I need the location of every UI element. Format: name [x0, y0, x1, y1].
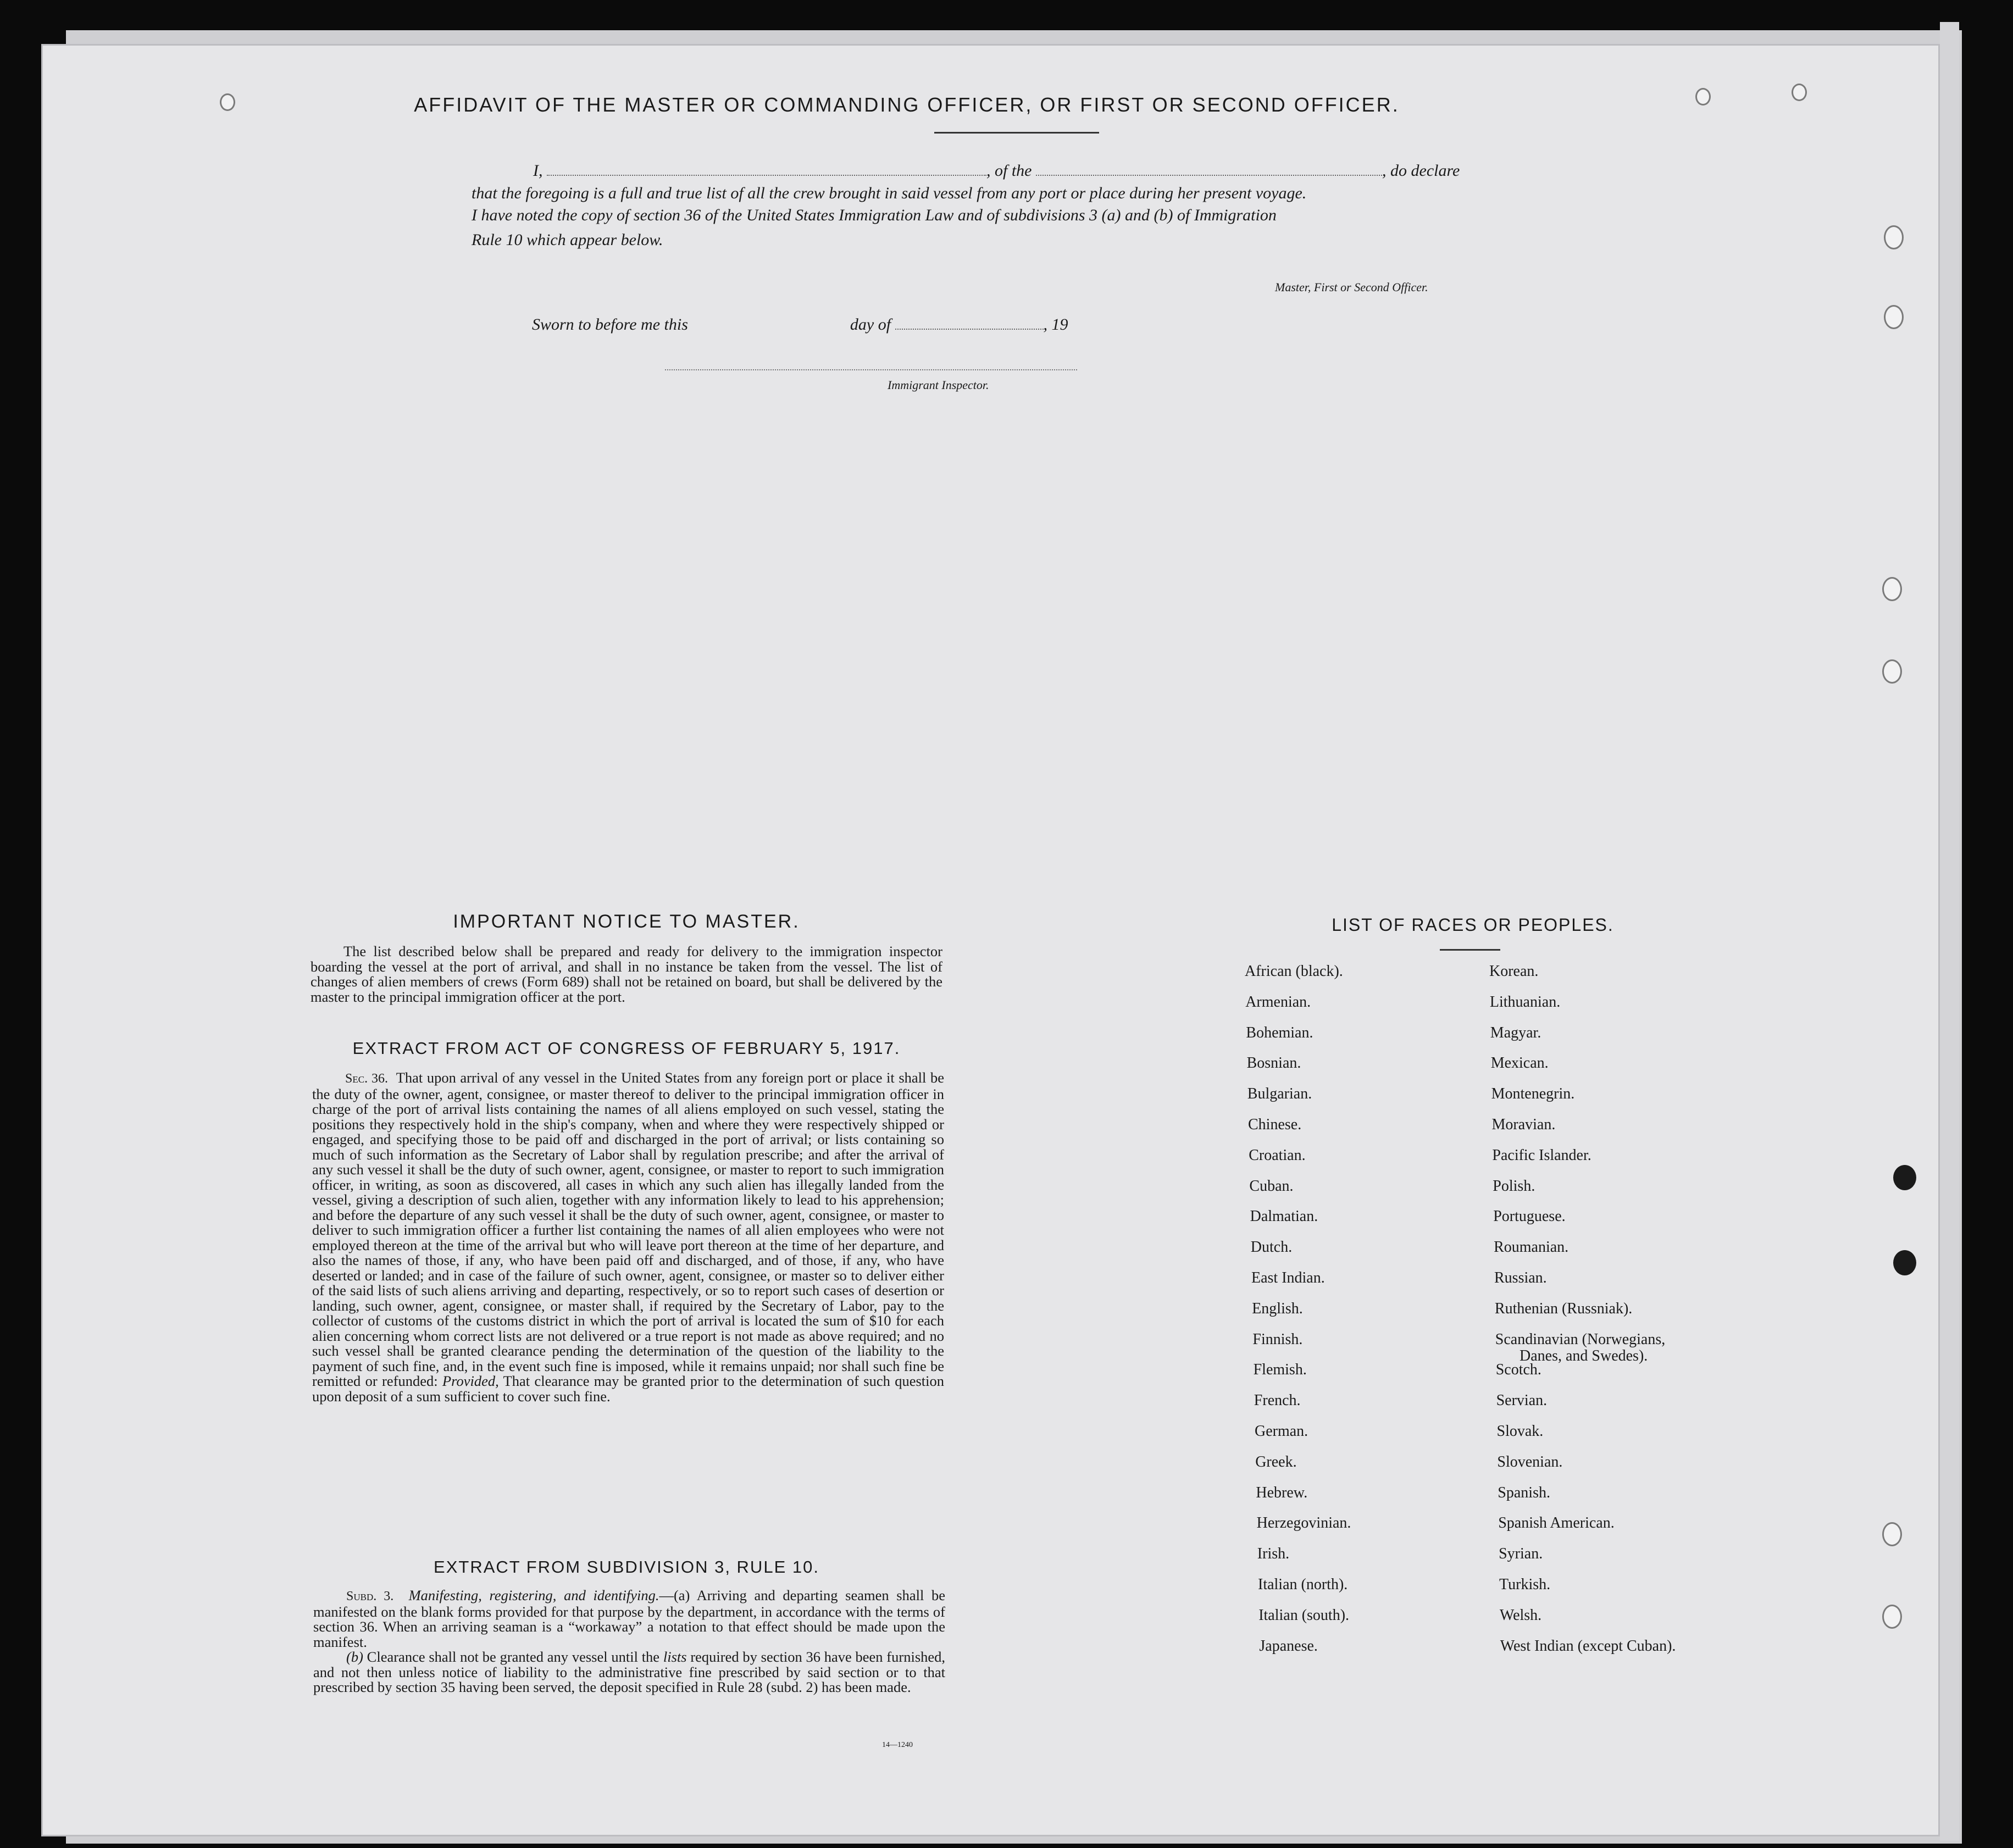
race-item: German.: [1255, 1423, 1308, 1440]
day-of-text: day of: [850, 315, 891, 334]
extract-rule-body: [313, 1588, 945, 1695]
subd-a-text: [313, 1588, 945, 1650]
race-item: Turkish.: [1499, 1576, 1551, 1593]
punch-hole-icon: [1882, 1522, 1902, 1546]
race-item: Ruthenian (Russniak).: [1494, 1300, 1633, 1317]
punch-hole-icon: [1884, 305, 1904, 329]
race-item: Chinese.: [1248, 1116, 1302, 1133]
extract-act-title: EXTRACT FROM ACT OF CONGRESS OF FEBRUARY 5, 1917.: [352, 1039, 901, 1058]
punch-hole-icon: [1893, 1165, 1916, 1190]
race-item: Russian.: [1494, 1269, 1547, 1286]
punch-hole-icon: [1882, 659, 1902, 684]
subd-a-label: —(a): [659, 1587, 690, 1603]
race-item: Italian (north).: [1258, 1576, 1348, 1593]
race-item: Syrian.: [1499, 1545, 1543, 1563]
punch-hole-icon: [1884, 225, 1904, 249]
notice-text: The list described below shall be prepared and ready for delivery to the immigration inspector boarding the vessel at the port of arrival, and shall in no instance be taken from the vessel. The list of changes of alien members of crews (Form 689) shall not be retained on board, but shall be delivered by the master to the principal immigration officer at the port.: [310, 943, 942, 1005]
race-item: Montenegrin.: [1491, 1085, 1575, 1103]
subd-b-lists: lists: [663, 1649, 687, 1665]
inspector-signature-label: Immigrant Inspector.: [888, 378, 989, 392]
notice-body: [310, 944, 942, 1005]
race-item: English.: [1252, 1300, 1303, 1317]
race-item: West Indian (except Cuban).: [1500, 1637, 1676, 1655]
sec-36-body: That upon arrival of any vessel in the United States from any foreign port or place it shall be the duty of the owner, agent, consignee, or master thereof to deliver to the principal immigration officer in charge of the port of arrival lists containing the names of all aliens employed on such vessel, stating the positions they respectively hold in the ship's company, when and where they were respectively shipped or engaged, and specifying those to be paid off and discharged in the port of arrival; or lists containing so much of such information as the Secretary of Labor shall by regulation prescribe; and after the arrival of any such vessel it shall be the duty of such owner, agent, consignee, or master to report to such immigration officer, in writing, as soon as discovered, all cases in which any such alien has illegally landed from the vessel, giving a description of such alien, together with any information likely to lead to his apprehension; and before the departure of any such vessel it shall be the duty of such owner, agent, consignee, or master to deliver to such immigration officer a further list containing the names of all alien employees who were not employed thereon at the time of the arrival but who will leave port thereon at the time of her departure, and also the names of those, if any, who have been paid off and discharged, and of those, if any, who have deserted or landed; and in case of the failure of such owner, agent, consignee, or master so to deliver either of the said lists of such aliens arriving and departing, respectively, or so to report such cases of desertion or landing, such owner, agent, consignee, or master shall, if required by the Secretary of Labor, pay to the collector of customs of the customs district in which the port of arrival is located the sum of $10 for each alien concerning whom correct lists are not delivered or a true report is not made as above required; and no such vessel shall be granted clearance pending the determination of the question of the liability to the payment of such fine, and, in the event such fine is imposed, while it remains unpaid; nor shall such fine be remitted or refunded:: [312, 1069, 944, 1389]
sworn-month-field[interactable]: [895, 314, 1044, 330]
race-item: Danes, and Swedes).: [1520, 1347, 1648, 1364]
affidavit-declaration-line: [533, 160, 1460, 180]
races-title: LIST OF RACES OR PEOPLES.: [1332, 915, 1614, 935]
affidavit-title: AFFIDAVIT OF THE MASTER OR COMMANDING OFFICER, OR FIRST OR SECOND OFFICER.: [414, 93, 1400, 116]
title-rule: [934, 132, 1099, 134]
race-item: Polish.: [1493, 1177, 1535, 1195]
punch-hole-icon: [220, 93, 235, 111]
race-item: Hebrew.: [1256, 1484, 1308, 1501]
affidavit-line-3: I have noted the copy of section 36 of the United States Immigration Law and of subdivisions 3 (a) and (b) of Immigration: [472, 206, 1277, 224]
race-item: Italian (south).: [1258, 1606, 1350, 1624]
race-item: Bohemian.: [1246, 1024, 1313, 1041]
race-item: Irish.: [1257, 1545, 1290, 1563]
subd-b-body-2: required by section 36 have been furnished, and not then unless notice of liability to the administrative fine prescribed by said section or to that prescribed by section 35 having been served, the deposit specified in Rule 28 (subd. 2) has been made.: [313, 1649, 946, 1695]
punch-hole-icon: [1882, 1605, 1902, 1629]
form-number: 14—1240: [882, 1741, 913, 1749]
subd-heading: Manifesting, registering, and identifying.: [408, 1587, 659, 1603]
race-item: East Indian.: [1251, 1269, 1325, 1286]
year-text: , 19: [1043, 315, 1068, 334]
race-item: Flemish.: [1253, 1361, 1307, 1379]
race-item: Dalmatian.: [1250, 1208, 1318, 1225]
race-item: Roumanian.: [1494, 1239, 1569, 1256]
vessel-field[interactable]: [1036, 160, 1382, 176]
race-item: Greek.: [1255, 1453, 1297, 1470]
subd-a-body: Arriving and departing seamen shall be manifested on the blank forms provided for that purpose by the department, in accordance with the terms of section 36. When an arriving seaman is a “workaway” a notation to that effect should be made upon the manifest.: [313, 1587, 946, 1650]
race-item: Lithuanian.: [1489, 993, 1561, 1011]
provided-word: Provided,: [442, 1373, 499, 1389]
sworn-text: Sworn to before me this: [532, 315, 688, 334]
notice-title: IMPORTANT NOTICE TO MASTER.: [453, 911, 800, 932]
race-item: Mexican.: [1490, 1055, 1549, 1072]
race-item: African (black).: [1245, 963, 1343, 980]
punch-hole-icon: [1792, 84, 1807, 101]
race-item: Slovenian.: [1497, 1453, 1563, 1470]
race-item: Slovak.: [1496, 1423, 1544, 1440]
race-item: Magyar.: [1490, 1024, 1541, 1041]
race-item: Japanese.: [1259, 1637, 1318, 1655]
sworn-day-field[interactable]: [692, 314, 846, 330]
punch-hole-icon: [1882, 577, 1902, 601]
race-item: Spanish.: [1498, 1484, 1550, 1501]
name-field[interactable]: [547, 160, 986, 176]
affidavit-i: I,: [533, 162, 543, 180]
extract-act-body: [312, 1070, 944, 1404]
master-signature-label: Master, First or Second Officer.: [1275, 280, 1428, 294]
race-item: Cuban.: [1249, 1177, 1294, 1195]
page-edge-strip: [1940, 22, 1959, 1841]
sec-36-end: That clearance may be granted prior to the determination of such question upon deposit of a sum sufficient to cover such fine.: [312, 1373, 944, 1405]
race-item: Bosnian.: [1246, 1055, 1301, 1072]
race-item: Croatian.: [1249, 1146, 1306, 1164]
extract-rule-title: EXTRACT FROM SUBDIVISION 3, RULE 10.: [434, 1557, 819, 1577]
race-item: Spanish American.: [1498, 1514, 1615, 1532]
inspector-signature-line[interactable]: [665, 369, 1077, 370]
affidavit-line-4: Rule 10 which appear below.: [472, 231, 663, 249]
races-rule: [1440, 949, 1500, 951]
race-item: Pacific Islander.: [1492, 1146, 1591, 1164]
affidavit-do-declare: , do declare: [1382, 162, 1460, 180]
subd-3-label: Subd. 3.: [346, 1589, 394, 1603]
race-item: Moravian.: [1491, 1116, 1556, 1133]
affidavit-of-the: , of the: [986, 162, 1032, 180]
race-item: Scotch.: [1495, 1361, 1541, 1379]
race-item: Armenian.: [1245, 993, 1311, 1011]
subd-b-body-1: Clearance shall not be granted any vessel until the: [367, 1649, 660, 1665]
punch-hole-icon: [1893, 1250, 1916, 1275]
section-36-text: [312, 1070, 944, 1404]
race-item: Korean.: [1489, 963, 1539, 980]
race-item: Portuguese.: [1493, 1208, 1566, 1225]
sec-36-label: Sec. 36.: [345, 1072, 389, 1086]
sworn-line: [532, 314, 1068, 334]
affidavit-line-2: that the foregoing is a full and true list of all the crew brought in said vessel from any port or place during her present voyage.: [472, 184, 1307, 202]
race-item: Scandinavian (Norwegians,: [1495, 1330, 1666, 1348]
subd-b-label: (b): [346, 1649, 363, 1665]
race-item: Welsh.: [1499, 1606, 1542, 1624]
subd-b-text: [313, 1650, 945, 1695]
race-item: Bulgarian.: [1247, 1085, 1312, 1103]
race-item: French.: [1254, 1392, 1301, 1409]
race-item: Herzegovinian.: [1256, 1514, 1351, 1532]
race-item: Servian.: [1496, 1392, 1548, 1409]
punch-hole-icon: [1695, 88, 1711, 106]
race-item: Dutch.: [1250, 1239, 1293, 1256]
race-item: Finnish.: [1252, 1330, 1303, 1348]
